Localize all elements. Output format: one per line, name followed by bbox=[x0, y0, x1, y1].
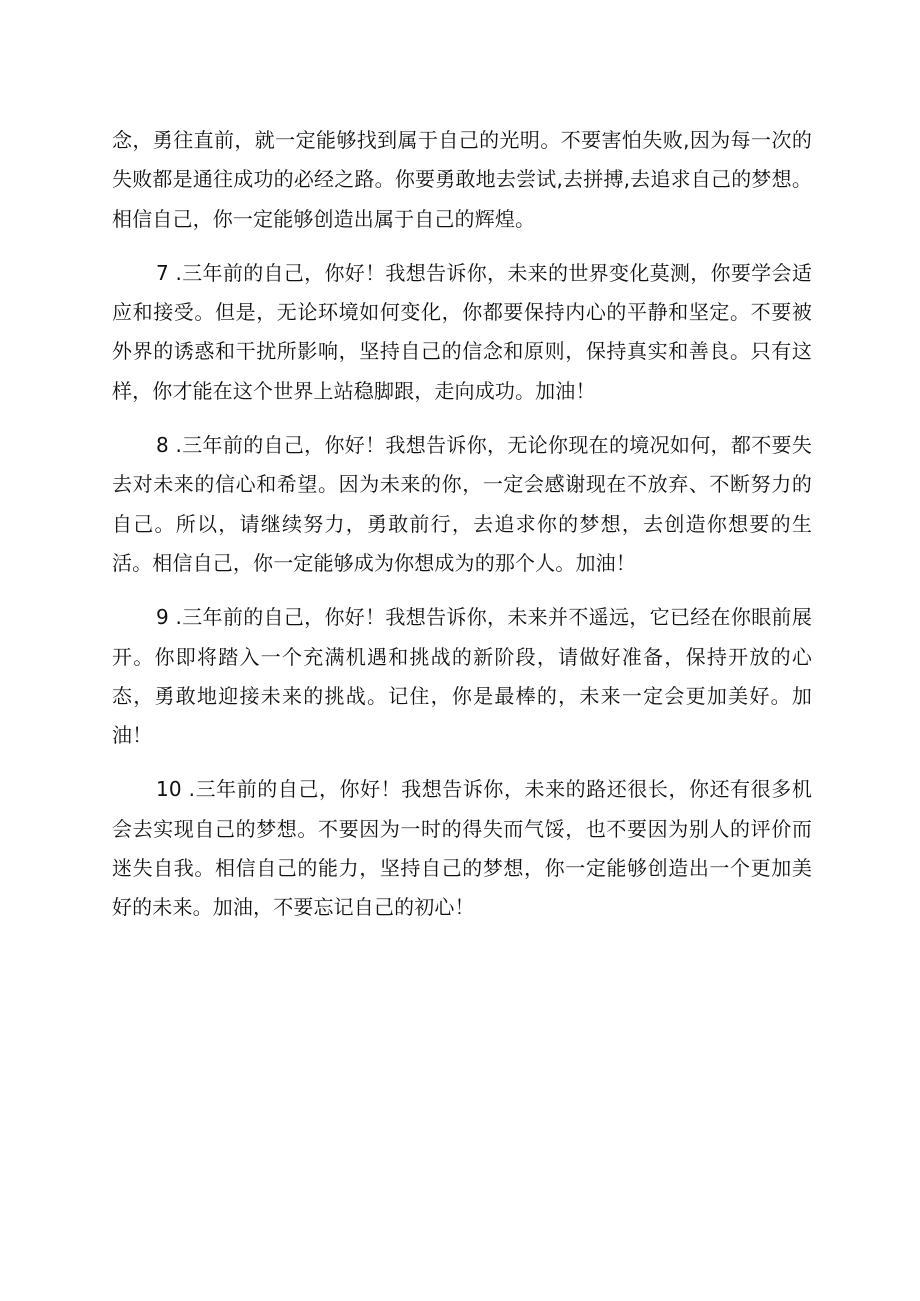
paragraph-item-10: 10 .三年前的自己，你好！我想告诉你，未来的路还很长，你还有很多机会去实现自己的梦想。不要因为一时的得失而气馁，也不要因为别人的评价而迷失自我。相信自己的能力，坚持自己的梦想，你一定能够创造出一个更加美好的未来。加油，不要忘记自己的初心！ bbox=[112, 777, 812, 920]
paragraph-item-9: 9 .三年前的自己，你好！我想告诉你，未来并不遥远，它已经在你眼前展开。你即将踏入一个充满机遇和挑战的新阶段，请做好准备，保持开放的心态，勇敢地迎接未来的挑战。记住，你是最棒的，未来一定会更加美好。加油！ bbox=[112, 605, 812, 748]
paragraph-item-7: 7 .三年前的自己，你好！我想告诉你，未来的世界变化莫测，你要学会适应和接受。但是，无论环境如何变化，你都要保持内心的平静和坚定。不要被外界的诱惑和干扰所影响，坚持自己的信念和原则，保持真实和善良。只有这样，你才能在这个世界上站稳脚跟，走向成功。加油！ bbox=[112, 260, 812, 403]
paragraph-continuation: 念，勇往直前，就一定能够找到属于自己的光明。不要害怕失败,因为每一次的失败都是通往成功的必经之路。你要勇敢地去尝试,去拼搏,去追求自己的梦想。相信自己，你一定能够创造出属于自己的辉煌。 bbox=[112, 128, 812, 231]
document-body bbox=[112, 121, 812, 943]
paragraph-item-8: 8 .三年前的自己，你好！我想告诉你，无论你现在的境况如何，都不要失去对未来的信心和希望。因为未来的你，一定会感谢现在不放弃、不断努力的自己。所以，请继续努力，勇敢前行，去追求你的梦想，去创造你想要的生活。相信自己，你一定能够成为你想成为的那个人。加油！ bbox=[112, 433, 812, 575]
